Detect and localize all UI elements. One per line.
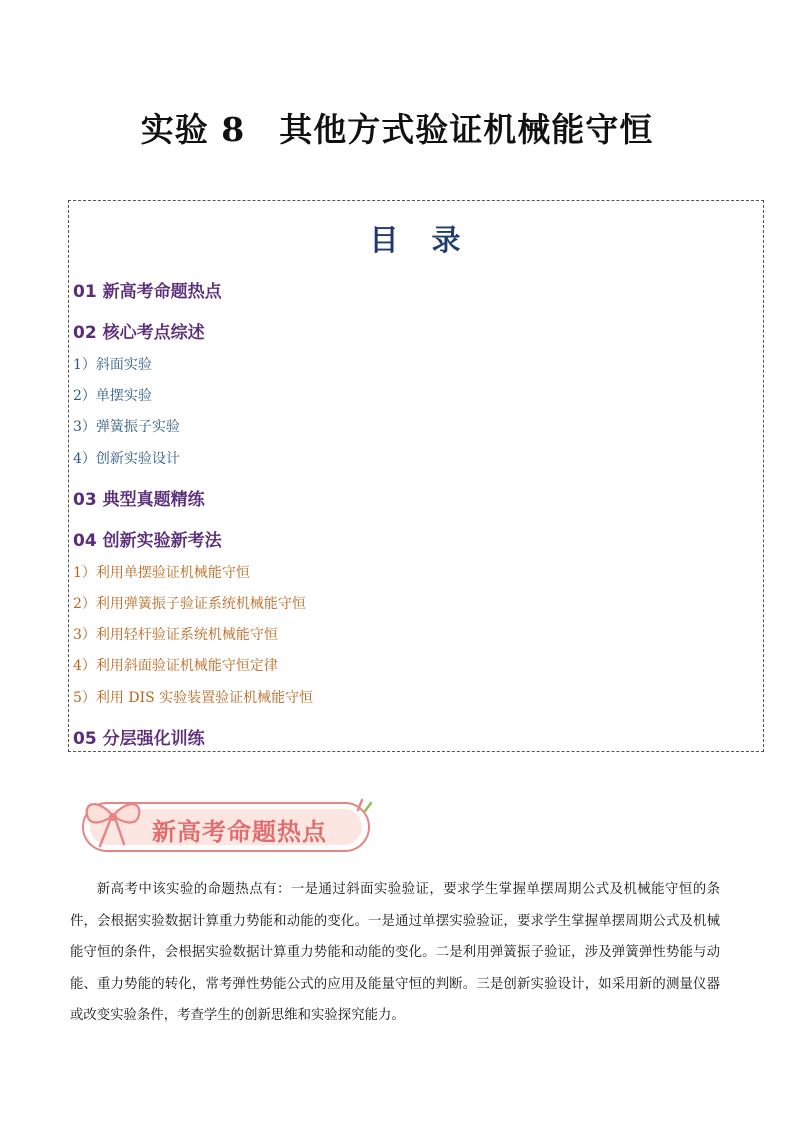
- intro-paragraph: 新高考中该实验的命题热点有：一是通过斜面实验验证，要求学生掌握单摆周期公式及机械能守恒的条件，会根据实验数据计算重力势能和动能的变化。一是通过单摆实验验证，要求学生掌握单摆周期公式及机械能守恒的条件，会根据实验数据计算重力势能和动能的变化。二是利用弹簧振子验证，涉及弹簧弹性势能与动能、重力势能的转化，常考弹性势能公式的应用及能量守恒的判断。三是创新实验设计，如采用新的测量仪器或改变实验条件，考查学生的创新思维和实验探究能力。: [70, 882, 720, 1023]
- toc-section-link[interactable]: 01 新高考命题热点: [73, 282, 222, 302]
- toc-subsection-link[interactable]: 3）弹簧振子实验: [73, 419, 180, 435]
- toc-subsection-link[interactable]: 4）利用斜面验证机械能守恒定律: [73, 658, 278, 674]
- banner-title: 新高考命题热点: [152, 818, 327, 846]
- toc-subsection-link[interactable]: 2）利用弹簧振子验证系统机械能守恒: [73, 596, 306, 612]
- section-banner: [78, 794, 378, 860]
- toc-subsection-link[interactable]: 1）斜面实验: [73, 357, 152, 373]
- toc-section-link[interactable]: 04 创新实验新考法: [73, 531, 222, 551]
- bow-icon: [78, 794, 148, 854]
- table-of-contents: [68, 200, 764, 752]
- toc-subsection-link[interactable]: 5）利用 DIS 实验装置验证机械能守恒: [73, 690, 314, 706]
- toc-section-link[interactable]: 03 典型真题精练: [73, 490, 205, 510]
- toc-subsection-link[interactable]: 2）单摆实验: [73, 388, 152, 404]
- toc-subsection-link[interactable]: 1）利用单摆验证机械能守恒: [73, 565, 250, 581]
- toc-section-link[interactable]: 02 核心考点综述: [73, 323, 205, 343]
- toc-heading: 目 录: [369, 223, 463, 257]
- sparkle-icon: [355, 794, 375, 814]
- toc-section-link[interactable]: 05 分层强化训练: [73, 729, 205, 749]
- toc-subsection-link[interactable]: 3）利用轻杆验证系统机械能守恒: [73, 627, 278, 643]
- toc-subsection-link[interactable]: 4）创新实验设计: [73, 451, 180, 467]
- page-title: 实验 8 其他方式验证机械能守恒: [140, 110, 654, 149]
